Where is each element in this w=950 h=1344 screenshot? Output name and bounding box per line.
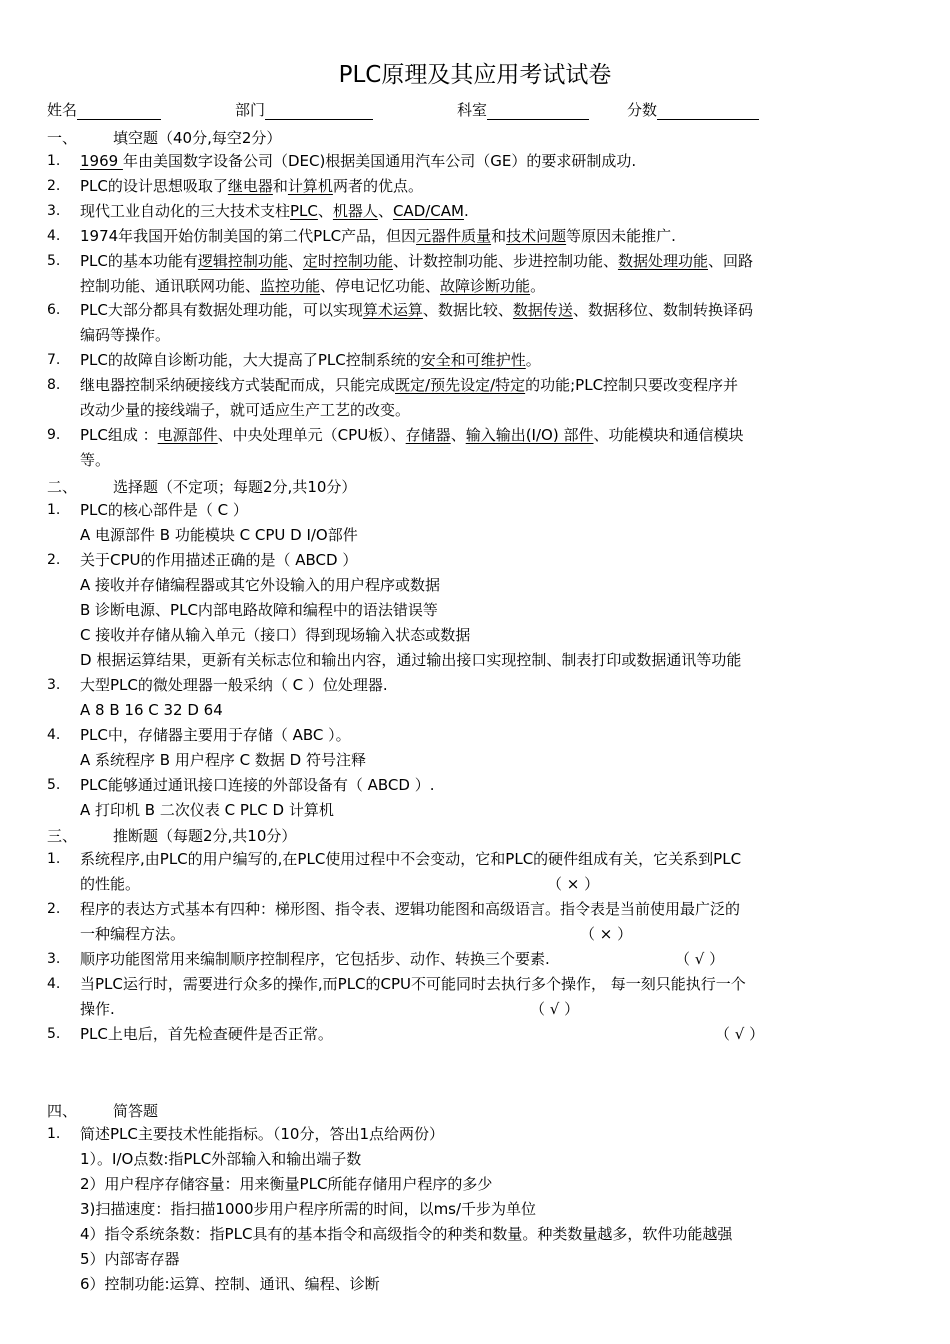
question-text: 的功能;PLC控制只要改变程序并 [525, 376, 739, 394]
item-number: 9. [47, 427, 61, 443]
choice-option-d: D 根据运算结果，更新有关标志位和输出内容，通过输出接口实现控制、制表打印或数据通讯等功能 [80, 651, 742, 669]
section-title: 选择题（不定项；每题2分,共10分） [113, 478, 357, 496]
short-answer-line: 5）内部寄存器 [80, 1250, 180, 1268]
judge-question-4-line-1: 当PLC运行时，需要进行众多的操作,而PLC的CPU不可能同时去执行多个操作， 每一刻只能执行一个 [80, 975, 746, 993]
choice-option-b: B 诊断电源、PLC内部电路故障和编程中的语法错误等 [80, 601, 438, 619]
question-text: 继电器控制采纳硬接线方式装配而成，只能完成 [80, 376, 396, 394]
question-text: 、计数控制功能、步进控制功能、 [392, 252, 618, 270]
question-text: 现代工业自动化的三大技术支柱 [80, 202, 291, 220]
question-text: 。 [525, 351, 541, 369]
question-text: PLC组成 ： [80, 426, 158, 444]
answer-blank: 既定/预先设定/特定 [395, 376, 526, 394]
page-title: PLC原理及其应用考试试卷 [338, 62, 612, 88]
item-number: 1. [47, 153, 61, 169]
answer-blank: 1969 [80, 152, 123, 170]
judge-question-5: PLC上电后，首先检查硬件是否正常。 [80, 1025, 333, 1043]
item-number: 5. [47, 253, 61, 269]
choice-options-4: A 系统程序 B 用户程序 C 数据 D 符号注释 [80, 751, 366, 769]
item-number: 6. [47, 302, 61, 318]
question-text: 、中央处理单元（CPU板）、 [217, 426, 406, 444]
section-fill [47, 127, 282, 148]
fill-question-5-line-1 [80, 251, 753, 271]
question-text: PLC大部分都具有数据处理功能，可以实现 [80, 301, 363, 319]
answer-blank: 继电器 [227, 177, 273, 195]
question-text: 、数据比较、 [422, 301, 513, 319]
answer-blank: 算术运算 [362, 301, 423, 319]
question-text: 、 [317, 202, 333, 220]
answer-blank: 技术问题 [506, 227, 567, 245]
item-number: 4. [47, 727, 61, 743]
fill-question-5-line-2 [80, 276, 545, 296]
section-number: 三、 [47, 827, 78, 845]
item-number: 3. [47, 677, 61, 693]
section-number: 四、 [47, 1102, 78, 1120]
question-text: 、停电记忆功能、 [320, 277, 441, 295]
name-blank[interactable] [77, 103, 161, 120]
question-text: PLC的设计思想吸取了 [80, 177, 228, 195]
short-answer-line: 3)扫描速度：指扫描1000步用户程序所需的时间，以ms/千步为单位 [80, 1200, 537, 1218]
item-number: 4. [47, 228, 61, 244]
section-short [47, 1100, 159, 1121]
item-number: 4. [47, 976, 61, 992]
item-number: 3. [47, 203, 61, 219]
question-text: 两者的优点。 [332, 177, 423, 195]
question-text: . [463, 202, 469, 220]
fill-question-2 [80, 176, 423, 196]
judge-mark: （ √ ） [530, 1000, 580, 1018]
judge-question-4-line-2: 操作. [80, 1000, 115, 1018]
fill-question-9-line-2: 等。 [80, 451, 111, 469]
question-text: 和 [272, 177, 288, 195]
fill-question-8-line-2: 改动少量的接线端子，就可适应生产工艺的改变。 [80, 401, 411, 419]
fill-question-1 [80, 151, 636, 171]
fill-question-9-line-1 [80, 425, 743, 445]
answer-blank: 逻辑控制功能 [197, 252, 288, 270]
judge-question-2-line-2: 一种编程方法。 [80, 925, 186, 943]
answer-blank: 计算机 [287, 177, 333, 195]
item-number: 3. [47, 951, 61, 967]
item-number: 1. [47, 1126, 61, 1142]
judge-mark: （ √ ） [715, 1025, 765, 1043]
choice-question-1: PLC的核心部件是（ C ） [80, 501, 248, 519]
judge-question-3: 顺序功能图常用来编制顺序控制程序，它包括步、动作、转换三个要素. [80, 950, 550, 968]
short-answer-line: 6）控制功能:运算、控制、通讯、编程、诊断 [80, 1275, 380, 1293]
item-number: 2. [47, 901, 61, 917]
choice-question-4: PLC中，存储器主要用于存储（ ABC ）。 [80, 726, 351, 744]
answer-blank: 元器件质量 [416, 227, 492, 245]
fill-question-4 [80, 226, 676, 246]
short-answer-line: 4）指令系统条数：指PLC具有的基本指令和高级指令的种类和数量。种类数量越多，软件功能越强 [80, 1225, 733, 1243]
question-text: PLC的基本功能有 [80, 252, 198, 270]
question-text: 年由美国数字设备公司（DEC)根据美国通用汽车公司（GE）的要求研制成功. [122, 152, 637, 170]
subject-label: 科室 [457, 101, 488, 119]
choice-question-3: 大型PLC的微处理器一般采纳（ C ）位处理器. [80, 676, 388, 694]
answer-blank: 机器人 [332, 202, 378, 220]
name-label: 姓名 [47, 101, 78, 119]
question-text: 1974年我国开始仿制美国的第二代PLC产品，但因 [80, 227, 417, 245]
question-text: 。 [530, 277, 546, 295]
item-number: 1. [47, 851, 61, 867]
question-text: 和 [491, 227, 507, 245]
question-text: 控制功能、通讯联网功能、 [80, 277, 261, 295]
answer-blank: 输入输出(I/O) 部件 [465, 426, 594, 444]
answer-blank: CAD/CAM [392, 202, 464, 220]
question-text: 等原因未能推广. [566, 227, 676, 245]
short-question-1: 简述PLC主要技术性能指标。（10分，答出1点给两份） [80, 1125, 445, 1143]
section-title: 简答题 [113, 1102, 159, 1120]
question-text: 、功能模块和通信模块 [593, 426, 744, 444]
answer-blank: 数据传送 [512, 301, 573, 319]
section-number: 一、 [47, 129, 78, 147]
section-title: 填空题（40分,每空2分） [113, 129, 282, 147]
section-title: 推断题（每题2分,共10分） [113, 827, 297, 845]
info-line [47, 99, 759, 120]
answer-blank: 故障诊断功能 [440, 277, 531, 295]
item-number: 1. [47, 502, 61, 518]
short-answer-line: 1）。I/O点数:指PLC外部输入和输出端子数 [80, 1150, 362, 1168]
judge-mark: （ × ） [580, 925, 633, 943]
fill-question-7 [80, 350, 541, 370]
short-answer-line: 2）用户程序存储容量：用来衡量PLC所能存储用户程序的多少 [80, 1175, 493, 1193]
answer-blank: 定时控制功能 [302, 252, 393, 270]
answer-blank: 存储器 [405, 426, 451, 444]
item-number: 2. [47, 178, 61, 194]
question-text: 、数据移位、数制转换译码 [572, 301, 753, 319]
choice-options-3: A 8 B 16 C 32 D 64 [80, 701, 223, 719]
item-number: 8. [47, 377, 61, 393]
judge-mark: （ × ） [547, 875, 600, 893]
item-number: 5. [47, 1026, 61, 1042]
answer-blank: PLC [290, 202, 318, 220]
choice-question-5: PLC能够通过通讯接口连接的外部设备有（ ABCD ）. [80, 776, 435, 794]
fill-question-8-line-1 [80, 375, 738, 395]
item-number: 2. [47, 552, 61, 568]
question-text: 、 [450, 426, 466, 444]
section-choice [47, 476, 357, 497]
judge-question-1-line-1: 系统程序,由PLC的用户编写的,在PLC使用过程中不会变动，它和PLC的硬件组成有关，它关系到PLC [80, 850, 742, 868]
answer-blank: 数据处理功能 [617, 252, 708, 270]
choice-question-2: 关于CPU的作用描述正确的是（ ABCD ） [80, 551, 358, 569]
item-number: 5. [47, 777, 61, 793]
answer-blank: 电源部件 [157, 426, 218, 444]
question-text: 、 [287, 252, 303, 270]
answer-blank: 安全和可维护性 [420, 351, 526, 369]
fill-question-6-line-2: 编码等操作。 [80, 326, 171, 344]
choice-options-1: A 电源部件 B 功能模块 C CPU D I/O部件 [80, 526, 358, 544]
choice-option-c: C 接收并存储从输入单元（接口）得到现场输入状态或数据 [80, 626, 471, 644]
section-judge [47, 825, 297, 846]
answer-blank: 监控功能 [260, 277, 321, 295]
score-blank[interactable] [657, 103, 759, 120]
judge-question-2-line-1: 程序的表达方式基本有四种：梯形图、指令表、逻辑功能图和高级语言。指令表是当前使用最广泛的 [80, 900, 741, 918]
fill-question-6-line-1 [80, 300, 753, 320]
question-text: 、回路 [707, 252, 753, 270]
item-number: 7. [47, 352, 61, 368]
subject-blank[interactable] [487, 103, 589, 120]
score-label: 分数 [627, 101, 658, 119]
section-number: 二、 [47, 478, 78, 496]
judge-question-1-line-2: 的性能。 [80, 875, 141, 893]
dept-blank[interactable] [265, 103, 373, 120]
choice-option-a: A 接收并存储编程器或其它外设输入的用户程序或数据 [80, 576, 441, 594]
dept-label: 部门 [235, 101, 266, 119]
judge-mark: （ √ ） [675, 950, 725, 968]
choice-options-5: A 打印机 B 二次仪表 C PLC D 计算机 [80, 801, 334, 819]
fill-question-3 [80, 201, 469, 221]
question-text: PLC的故障自诊断功能，大大提高了PLC控制系统的 [80, 351, 421, 369]
question-text: 、 [377, 202, 393, 220]
